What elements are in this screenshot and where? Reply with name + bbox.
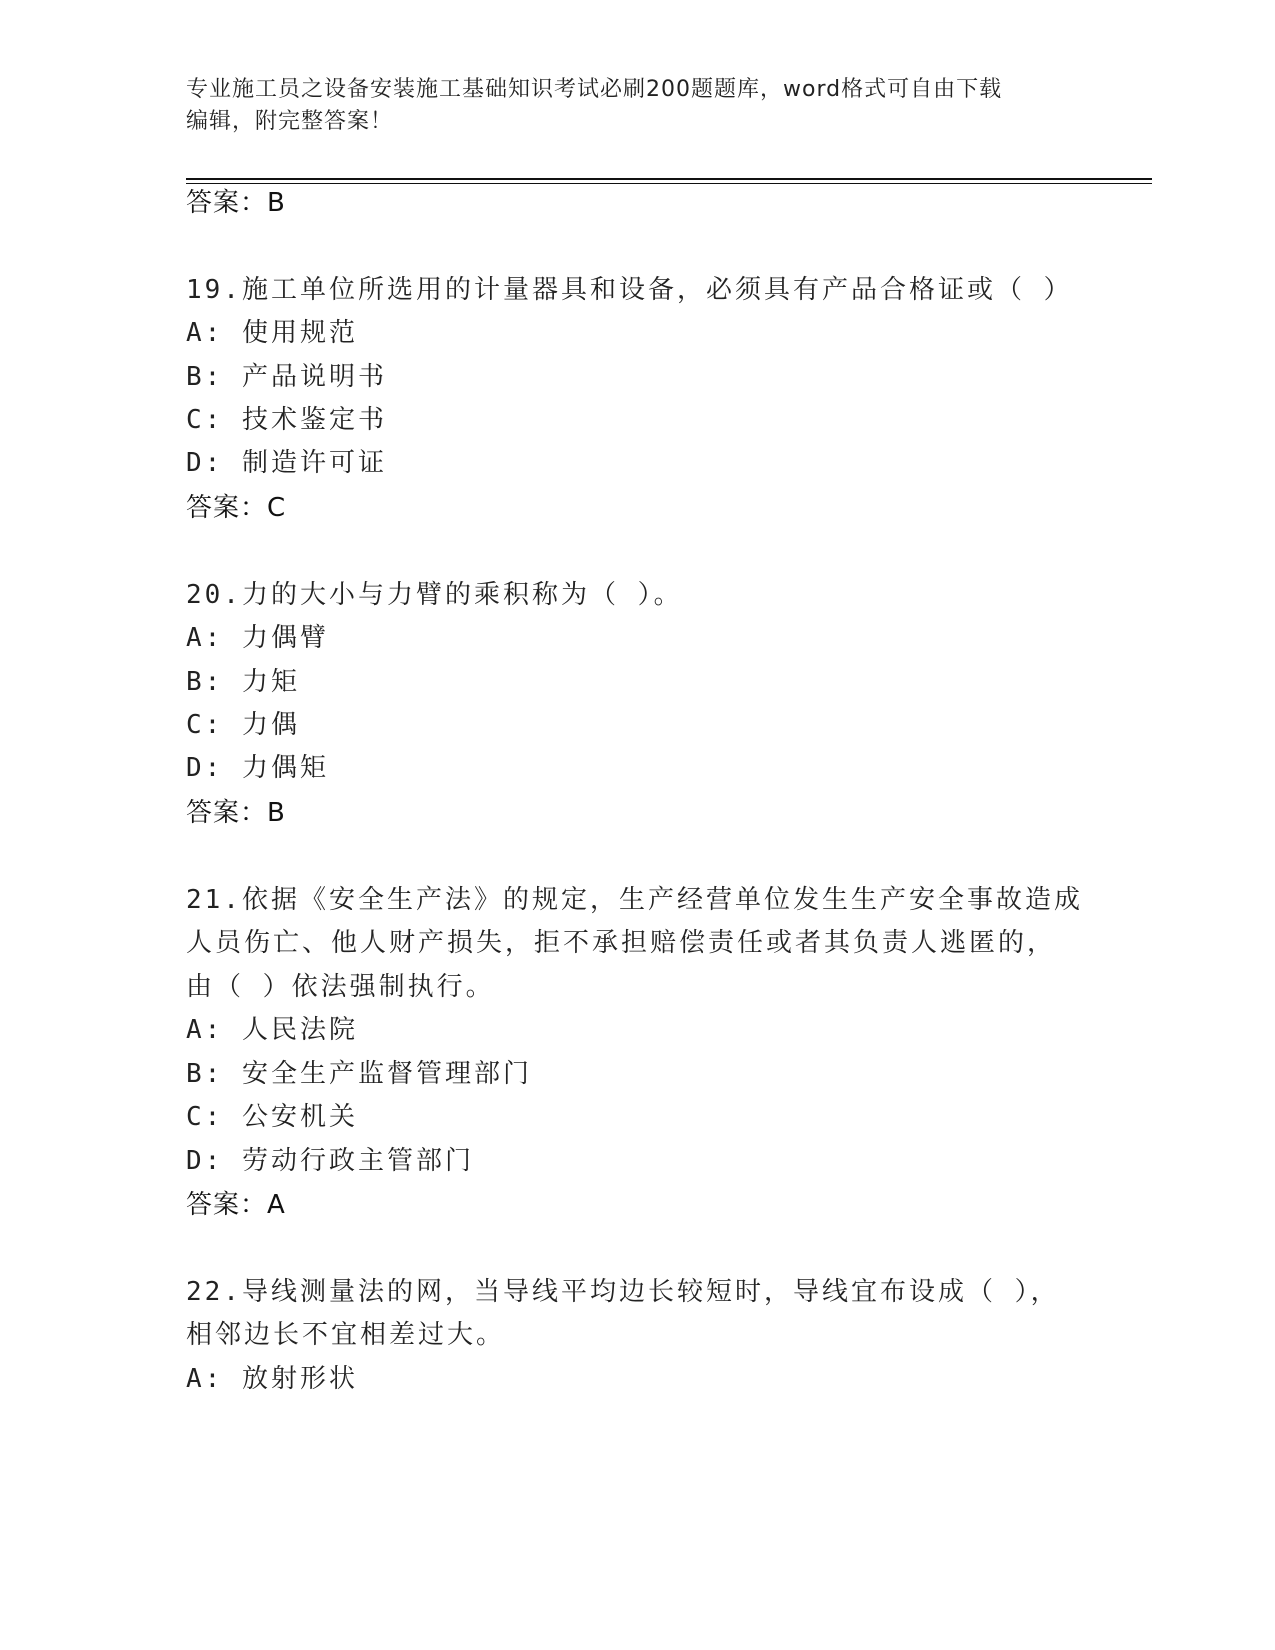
question-21-option-b: B: 安全生产监督管理部门 <box>186 1059 532 1089</box>
question-21-text-line-1: 21.依据《安全生产法》的规定，生产经营单位发生生产安全事故造成 <box>186 885 1083 915</box>
question-20-text: 20.力的大小与力臂的乘积称为（ ）。 <box>186 580 683 610</box>
question-20-option-c: C: 力偶 <box>186 710 300 740</box>
header-line-2: 编辑，附完整答案！ <box>186 109 394 134</box>
question-22-text-line-1: 22.导线测量法的网，当导线平均边长较短时，导线宜布设成（ ）， <box>186 1277 1060 1307</box>
question-19-option-d: D: 制造许可证 <box>186 448 387 478</box>
question-21-option-d: D: 劳动行政主管部门 <box>186 1146 474 1176</box>
question-21-answer: 答案：A <box>186 1190 286 1220</box>
question-20-option-b: B: 力矩 <box>186 667 300 697</box>
document-header <box>186 74 1066 138</box>
answer-line: 答案：B <box>186 188 286 218</box>
header-line-1: 专业施工员之设备安装施工基础知识考试必刷200题题库，word格式可自由下载 <box>186 77 1003 102</box>
question-21-text-line-3: 由（ ）依法强制执行。 <box>186 972 495 1002</box>
header-divider-thick <box>186 178 1152 180</box>
question-19-option-a: A: 使用规范 <box>186 318 358 348</box>
question-19-option-c: C: 技术鉴定书 <box>186 405 387 435</box>
question-22-option-a: A: 放射形状 <box>186 1364 358 1394</box>
question-22-text-line-2: 相邻边长不宜相差过大。 <box>186 1320 506 1350</box>
question-21-option-a: A: 人民法院 <box>186 1015 358 1045</box>
question-20-answer: 答案：B <box>186 798 286 828</box>
question-19-answer: 答案：C <box>186 493 287 523</box>
question-21-text-line-2: 人员伤亡、他人财产损失，拒不承担赔偿责任或者其负责人逃匿的， <box>186 928 1057 958</box>
question-19-text: 19.施工单位所选用的计量器具和设备，必须具有产品合格证或（ ） <box>186 275 1073 305</box>
question-20-option-d: D: 力偶矩 <box>186 753 329 783</box>
question-21-option-c: C: 公安机关 <box>186 1102 358 1132</box>
header-divider-thin <box>186 183 1152 184</box>
question-20-option-a: A: 力偶臂 <box>186 623 329 653</box>
question-19-option-b: B: 产品说明书 <box>186 362 387 392</box>
